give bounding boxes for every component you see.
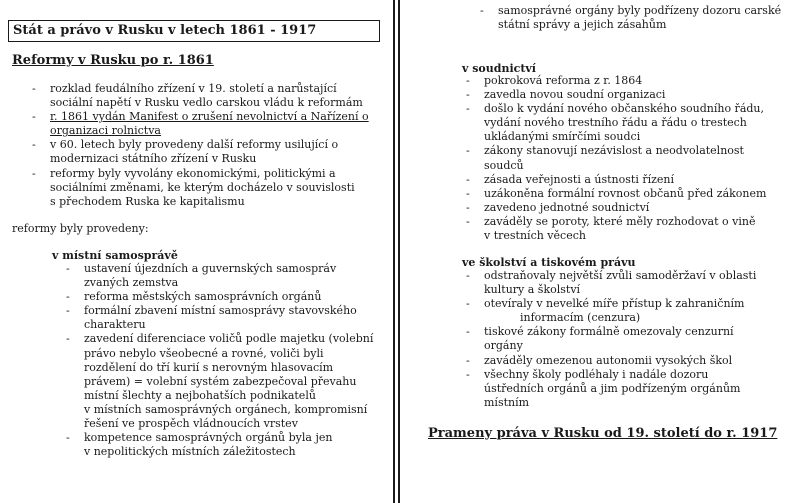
- section-heading-sources-of-law: Prameny práva v Rusku od 19. století do r. 1917: [428, 426, 778, 441]
- intro-text: reformy byly provedeny:: [12, 222, 149, 235]
- list-item: - zavedení diferenciace voličů podle majetku (volební právo nebylo všeobecné a rovné, voliči byli rozdělení do tří kurií s nerovným hlasovacím právem) = volební systém zabezpečoval převahu místní šlechty a nejbohatších podnikatelů v místních samosprávných orgánech, kompromisní řešení ve prospěch vládnoucích vrstev: [66, 332, 386, 431]
- page-title: Stát a právo v Rusku v letech 1861 - 1917: [8, 20, 380, 42]
- list-item: - formální zbavení místní samosprávy stavovského charakteru: [66, 304, 386, 332]
- subsection-heading-local-government: v místní samosprávě: [52, 249, 178, 262]
- list-item: - otevíraly v nevelké míře přístup k zahraničním informacím (cenzura): [466, 297, 791, 325]
- left-page: [0, 0, 393, 503]
- subsection-heading-courts: v soudnictví: [462, 62, 536, 75]
- list-item: - zavedeno jednotné soudnictví: [466, 201, 791, 215]
- schools-press-list: [466, 269, 791, 410]
- list-item: - r. 1861 vydán Manifest o zrušení nevolnictví a Nařízení o organizaci rolnictva: [32, 110, 387, 138]
- list-item: - reforma městských samosprávních orgánů: [66, 290, 386, 304]
- list-item: - zaváděly omezenou autonomii vysokých škol: [466, 354, 791, 368]
- list-item: - zákony stanovují nezávislost a neodvolatelnost soudců: [466, 144, 791, 172]
- list-item: - došlo k vydání nového občanského soudního řádu, vydání nového trestního řádu a řádu o trestech ukládanými smírčími soudci: [466, 102, 791, 144]
- list-item: - zásada veřejnosti a ústnosti řízení: [466, 173, 791, 187]
- list-item: - tiskové zákony formálně omezovaly cenzurní orgány: [466, 325, 791, 353]
- list-item: - všechny školy podléhaly i nadále dozoru ústředních orgánů a jim podřízeným orgánům místním: [466, 368, 791, 410]
- list-item: - uzákoněna formální rovnost občanů před zákonem: [466, 187, 791, 201]
- list-item: - rozklad feudálního zřízení v 19. století a narůstající sociální napětí v Rusku vedlo carskou vládu k reformám: [32, 82, 387, 110]
- list-item: - pokroková reforma z r. 1864: [466, 74, 791, 88]
- local-government-list: [66, 262, 386, 459]
- right-page: [400, 0, 800, 503]
- list-item: - v 60. letech byly provedeny další reformy usilující o modernizaci státního zřízení v Rusku: [32, 138, 387, 166]
- list-item: - samosprávné orgány byly podřízeny dozoru carské státní správy a jejich zásahům: [480, 4, 795, 32]
- page-divider: [393, 0, 400, 503]
- subsection-heading-schools-press: ve školství a tiskovém právu: [462, 256, 636, 269]
- reforms-list: [32, 82, 387, 209]
- courts-list: [466, 74, 791, 243]
- list-item: - zaváděly se poroty, které měly rozhodovat o vině v trestních věcech: [466, 215, 791, 243]
- list-item: - ustavení újezdních a guvernských samospráv zvaných zemstva: [66, 262, 386, 290]
- supervision-list: [480, 4, 795, 32]
- list-item: - odstraňovaly největší zvůli samoděržaví v oblasti kultury a školství: [466, 269, 791, 297]
- list-item: - reformy byly vyvolány ekonomickými, politickými a sociálními změnami, ke kterým docházelo v souvislosti s přechodem Ruska ke kapitalismu: [32, 167, 387, 209]
- section-heading-reforms: Reformy v Rusku po r. 1861: [12, 53, 214, 68]
- list-item: - zavedla novou soudní organizaci: [466, 88, 791, 102]
- list-item: - kompetence samosprávných orgánů byla jen v nepolitických místních záležitostech: [66, 431, 386, 459]
